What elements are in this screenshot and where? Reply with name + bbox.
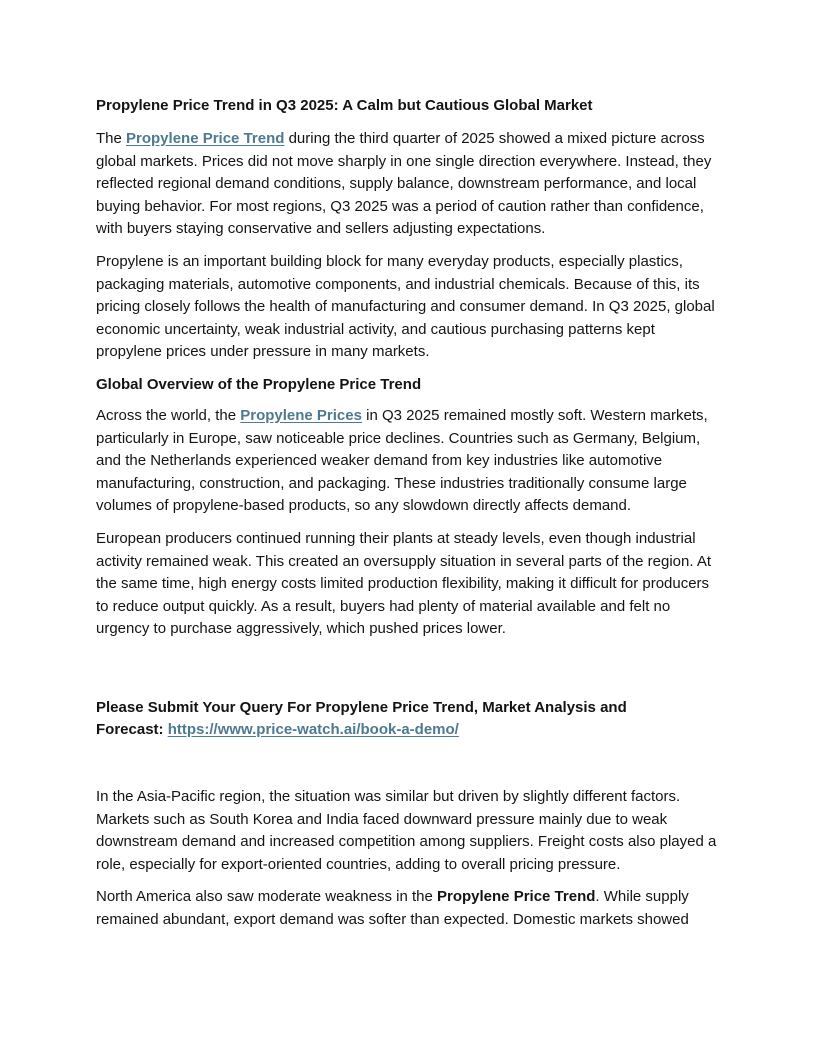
paragraph-building-block: Propylene is an important building block for many everyday products, especially plastics, packaging materials, automotive components, and industrial chemicals. Because of this, its pricing closely follows the health of manufacturing and consumer demand. In Q3 2025, global economic uncertainty, weak industrial activity, and cautious purchasing patterns kept propylene prices under pressure in many markets. bbox=[96, 252, 715, 361]
propylene-prices-link[interactable]: Propylene Prices bbox=[240, 406, 362, 424]
overview-text-post: in Q3 2025 remained mostly soft. Western markets, particularly in Europe, saw noticeable price declines. Countries such as Germany, Belgium, and the Netherlands experienced weaker demand from key industries like automotive manufacturing, construction, and packaging. These industries traditionally consume large volumes of propylene-based products, so any slowdown directly affects demand. bbox=[96, 406, 708, 515]
intro-text-pre: The bbox=[96, 130, 127, 147]
na-text-post: . While supply remained abundant, export demand was softer than expected. Domestic markets showed bbox=[96, 888, 689, 929]
page-title: Propylene Price Trend in Q3 2025: A Calm but Cautious Global Market bbox=[96, 97, 593, 114]
query-text: Please Submit Your Query For Propylene Price Trend, Market Analysis and Forecast: bbox=[96, 698, 627, 739]
section-heading-global-overview: Global Overview of the Propylene Price Trend bbox=[96, 375, 422, 393]
intro-text-post: during the third quarter of 2025 showed a mixed picture across global markets. Prices did not move sharply in one single direction everywhere. Instead, they reflected regional demand conditions, supply balance, downstream performance, and local buying behavior. For most regions, Q3 2025 was a period of caution rather than confidence, with buyers staying conservative and sellers adjusting expectations. bbox=[96, 130, 712, 238]
overview-text-pre: Across the world, the bbox=[96, 406, 241, 424]
query-callout bbox=[96, 697, 636, 742]
paragraph-north-america bbox=[96, 886, 722, 931]
book-a-demo-link[interactable]: https://www.price-watch.ai/book-a-demo/ bbox=[167, 721, 459, 739]
paragraph-european-producers: European producers continued running their plants at steady levels, even though industrial activity remained weak. This created an oversupply situation in several parts of the region. At the same time, high energy costs limited production flexibility, making it difficult for producers to reduce output quickly. As a result, buyers had plenty of material available and felt no urgency to purchase aggressively, which pushed prices lower. bbox=[96, 529, 712, 638]
paragraph-global-overview bbox=[96, 405, 722, 518]
document-page bbox=[96, 94, 722, 932]
paragraph-asia-pacific: In the Asia-Pacific region, the situation was similar but driven by slightly different factors. Markets such as South Korea and India faced downward pressure mainly due to weak downstream demand and increased competition among suppliers. Freight costs also played a role, especially for export-oriented countries, adding to overall pricing pressure. bbox=[96, 788, 717, 873]
paragraph-intro bbox=[96, 128, 722, 241]
na-bold-term: Propylene Price Trend bbox=[437, 888, 596, 906]
propylene-price-trend-link[interactable]: Propylene Price Trend bbox=[126, 130, 285, 147]
na-text-pre: North America also saw moderate weakness in the bbox=[96, 888, 437, 906]
